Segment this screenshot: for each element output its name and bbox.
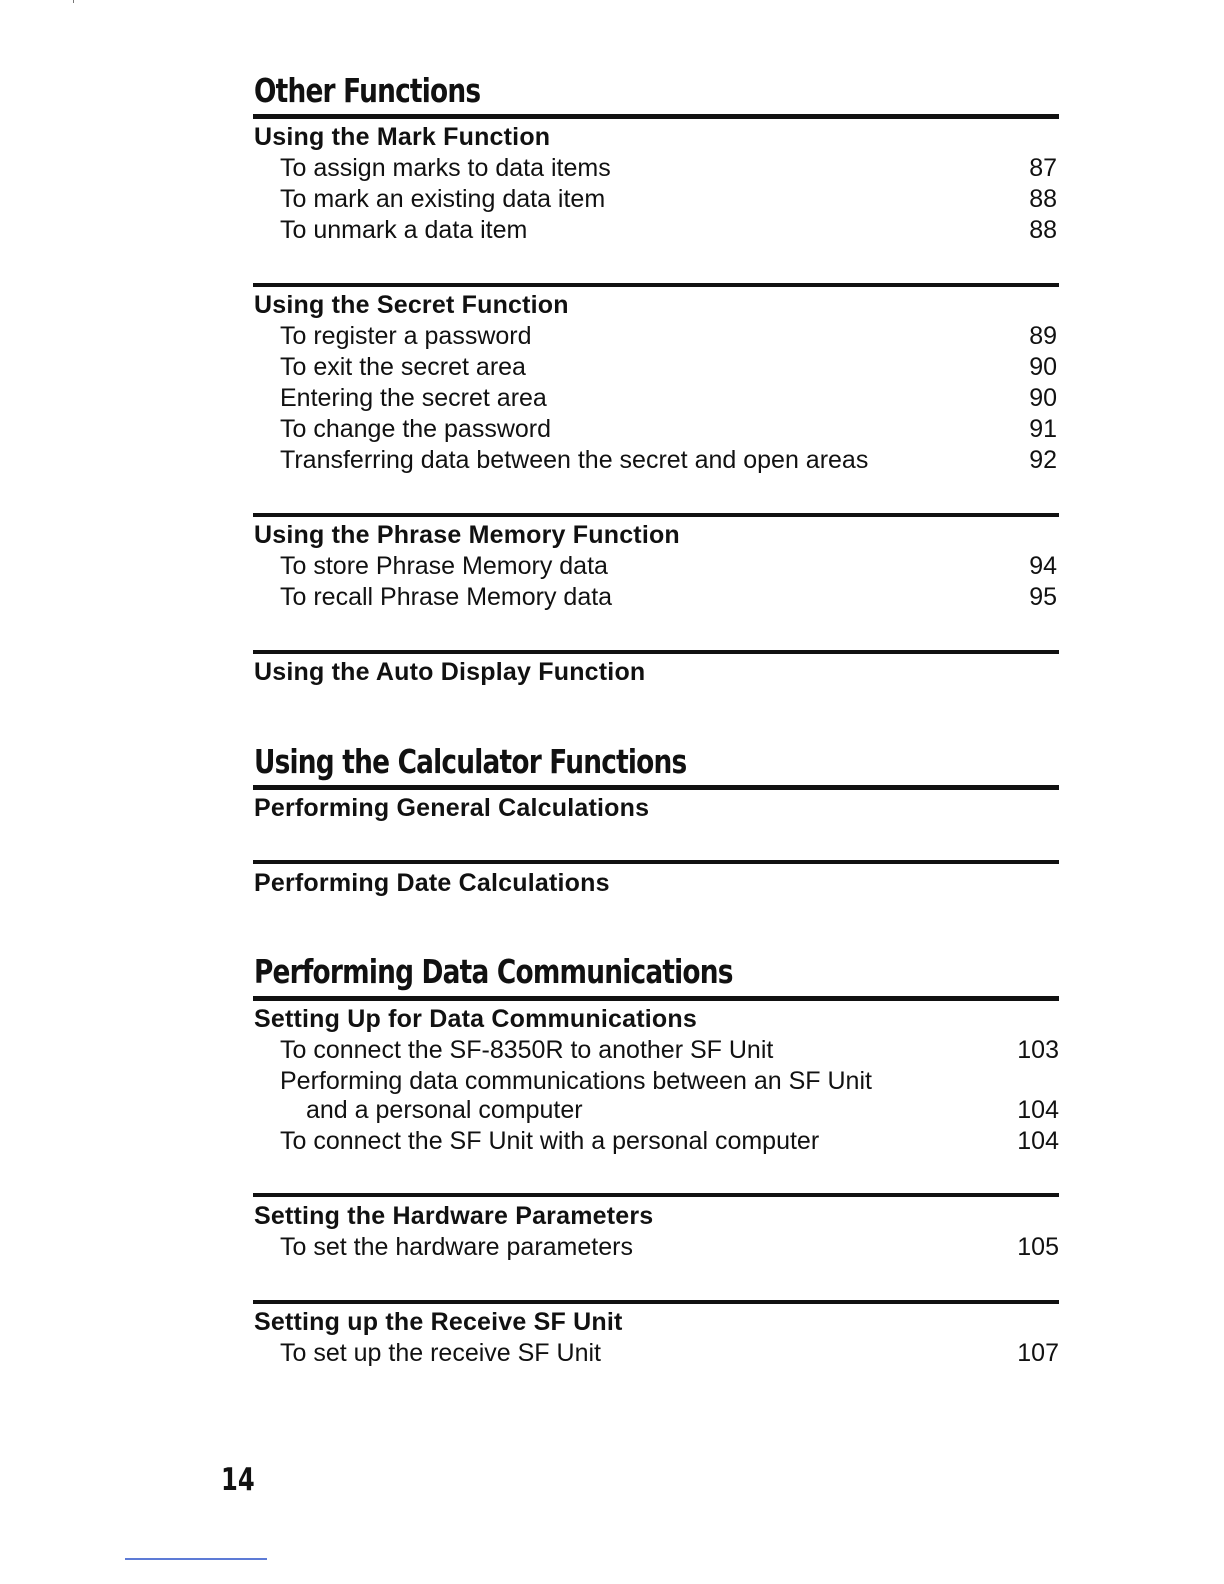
group-title-general-calculations: Performing General Calculations — [254, 794, 650, 822]
toc-page-number: 89 — [1029, 322, 1057, 350]
toc-entry: Entering the secret area — [280, 384, 547, 412]
group-title-hardware-parameters: Setting the Hardware Parameters — [254, 1202, 654, 1230]
group-title-receive-sf-unit: Setting up the Receive SF Unit — [254, 1308, 623, 1336]
toc-entry: To change the password — [280, 415, 552, 443]
group-title-auto-display: Using the Auto Display Function — [254, 658, 646, 686]
section-rule — [253, 996, 1059, 1001]
section-rule — [253, 785, 1059, 790]
toc-page-number: 95 — [1029, 583, 1057, 611]
toc-entry: To set the hardware parameters — [280, 1233, 633, 1261]
section-rule — [253, 114, 1059, 119]
group-title-secret-function: Using the Secret Function — [254, 291, 569, 319]
toc-entry: Performing data communications between an SF Unit — [280, 1067, 872, 1095]
group-rule — [253, 650, 1059, 654]
toc-page-number: 88 — [1029, 185, 1057, 213]
page-number: 14 — [221, 1462, 255, 1498]
toc-entry: To register a password — [280, 322, 532, 350]
toc-page-number: 104 — [1017, 1096, 1059, 1124]
group-rule — [253, 1193, 1059, 1197]
scan-mark — [73, 0, 74, 3]
toc-page-number: 104 — [1017, 1127, 1059, 1155]
toc-entry: To recall Phrase Memory data — [280, 583, 613, 611]
toc-entry-continuation: and a personal computer — [306, 1096, 583, 1124]
section-heading-calculator: Using the Calculator Functions — [254, 742, 687, 781]
toc-entry: To unmark a data item — [280, 216, 528, 244]
footer-line — [125, 1558, 267, 1560]
toc-page-number: 107 — [1017, 1339, 1059, 1367]
group-title-mark-function: Using the Mark Function — [254, 123, 551, 151]
toc-page-number: 87 — [1029, 154, 1057, 182]
group-rule — [253, 283, 1059, 287]
toc-entry: To store Phrase Memory data — [280, 552, 608, 580]
group-rule — [253, 860, 1059, 864]
section-heading-data-communications: Performing Data Communications — [254, 952, 733, 991]
toc-page-number: 105 — [1017, 1233, 1059, 1261]
toc-page-number: 90 — [1029, 353, 1057, 381]
toc-entry: To mark an existing data item — [280, 185, 606, 213]
toc-entry: To assign marks to data items — [280, 154, 611, 182]
group-rule — [253, 513, 1059, 517]
toc-entry: To connect the SF Unit with a personal computer — [280, 1127, 820, 1155]
toc-page-number: 91 — [1029, 415, 1057, 443]
group-title-setting-up-communications: Setting Up for Data Communications — [254, 1005, 697, 1033]
toc-entry: To connect the SF-8350R to another SF Unit — [280, 1036, 774, 1064]
group-rule — [253, 1300, 1059, 1304]
toc-entry: To exit the secret area — [280, 353, 526, 381]
toc-page-number: 94 — [1029, 552, 1057, 580]
group-title-phrase-memory: Using the Phrase Memory Function — [254, 521, 680, 549]
toc-entry: Transferring data between the secret and open areas — [280, 446, 869, 474]
toc-entry: To set up the receive SF Unit — [280, 1339, 601, 1367]
group-title-date-calculations: Performing Date Calculations — [254, 869, 610, 897]
toc-page-number: 103 — [1017, 1036, 1059, 1064]
toc-page-number: 90 — [1029, 384, 1057, 412]
toc-page-number: 92 — [1029, 446, 1057, 474]
section-heading-other-functions: Other Functions — [254, 71, 481, 110]
toc-page-number: 88 — [1029, 216, 1057, 244]
